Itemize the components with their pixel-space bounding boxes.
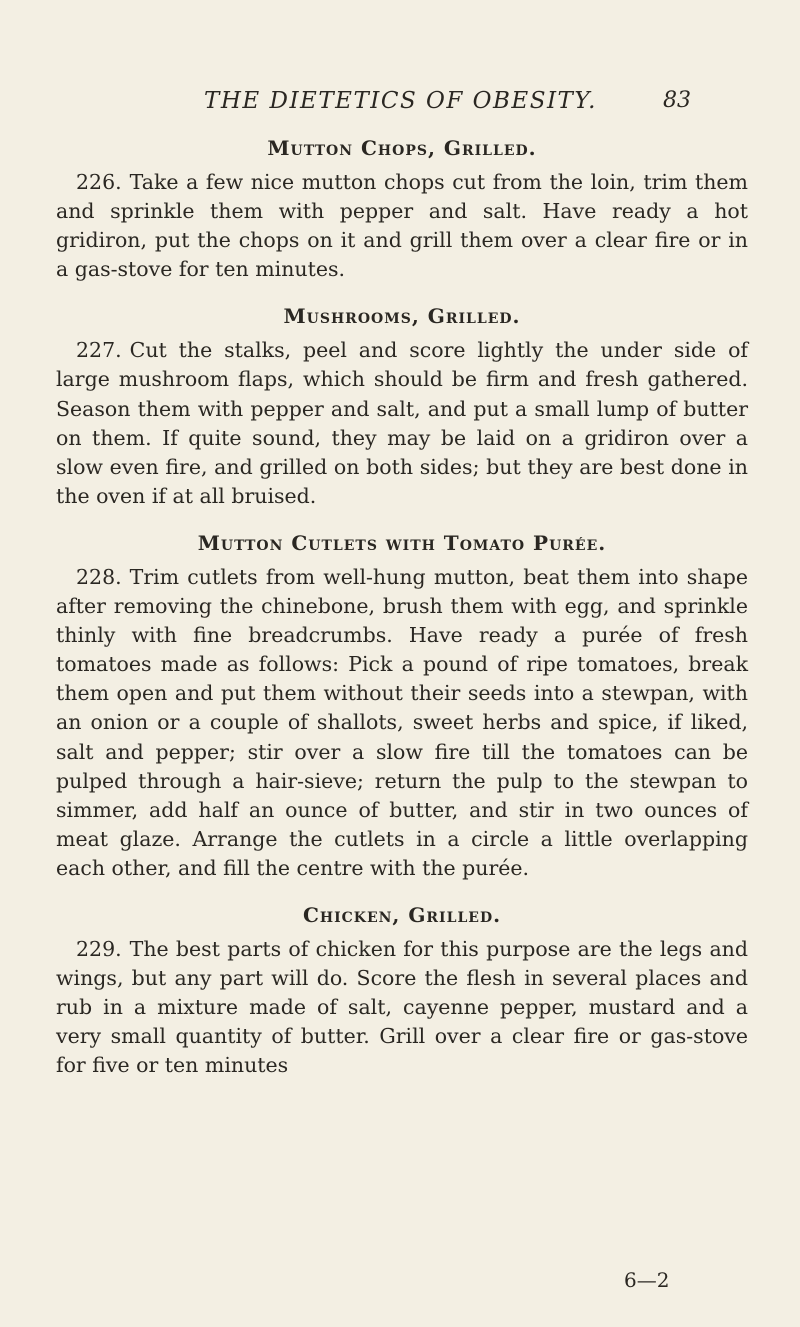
recipe-text <box>56 336 748 511</box>
running-head <box>56 88 748 128</box>
page-number: 83 <box>663 88 691 113</box>
recipe-226 <box>56 134 748 284</box>
recipe-text <box>56 935 748 1080</box>
recipe-title: Chicken, Grilled. <box>302 902 502 927</box>
recipe-title: Mutton Cutlets with Tomato Purée. <box>197 530 607 555</box>
recipe-number: 228. <box>76 564 122 589</box>
recipe-227 <box>56 302 748 511</box>
recipe-number: 227. <box>76 338 122 363</box>
recipe-text <box>56 168 748 284</box>
recipe-number: 226. <box>76 170 122 194</box>
recipe-number: 229. <box>76 936 122 961</box>
recipe-body-text: Cut the stalks, peel and score lightly the under side of large mushroom flaps, which should be firm and fresh gathered. Season them with pepper and salt, and put a small lump of butter on them. If quite sound, they may be laid on a gridiron over a slow even fire, and grilled on both sides; but they are best done in the oven if at all bruised. <box>56 338 748 508</box>
recipe-body-text: Take a few nice mutton chops cut from the loin, trim them and sprinkle them with pepper and salt. Have ready a hot gridiron, put the chops on it and grill them over a clear fire or in a gas-stove for ten minutes. <box>56 170 748 282</box>
recipe-229 <box>56 901 748 1080</box>
running-title: THE DIETETICS OF OBESITY. <box>204 88 597 114</box>
recipe-body-text: Trim cutlets from well-hung mutton, beat them into shape after removing the chinebone, brush them with egg, and sprinkle thinly with fine breadcrumbs. Have ready a purée of fresh tomatoes made as follows: Pick a pound of ripe tomatoes, break them open and put them without their seeds into a stewpan, with an onion or a couple of shallots, sweet herbs and spice, if liked, salt and pepper; stir over a slow fire till the tomatoes can be pulped through a hair-sieve; return the pulp to the stewpan to simmer, add half an ounce of butter, and stir in two ounces of meat glaze. Arrange the cutlets in a circle a little overlapping each other, and fill the centre with the purée. <box>56 564 748 880</box>
recipe-title: Mushrooms, Grilled. <box>283 304 521 329</box>
recipe-body-text: The best parts of chicken for this purpose are the legs and wings, but any part will do. Score the flesh in several places and rub in a mixture made of salt, cayenne pepper, mustard and a very small quantity of butter. Grill over a clear fire or gas-stove for five or ten minutes <box>56 936 748 1078</box>
recipe-228 <box>56 529 748 883</box>
recipe-text <box>56 563 748 883</box>
signature-mark: 6—2 <box>624 1268 670 1292</box>
recipe-title: Mutton Chops, Grilled. <box>267 136 537 160</box>
